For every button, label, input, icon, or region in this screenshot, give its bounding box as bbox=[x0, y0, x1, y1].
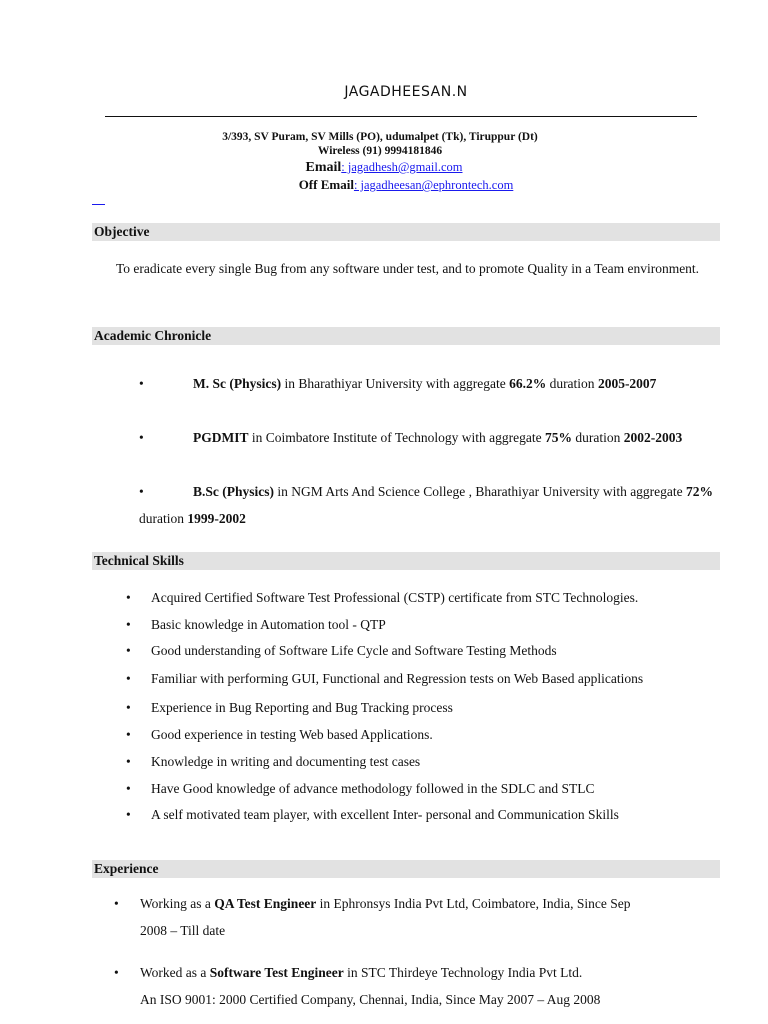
experience-company: in STC Thirdeye Technology India Pvt Ltd. bbox=[343, 965, 583, 980]
list-item bbox=[126, 753, 726, 771]
score: 66.2% bbox=[509, 376, 547, 391]
academic-item bbox=[139, 478, 719, 532]
skill-text: Have Good knowledge of advance methodology followed in the SDLC and STLC bbox=[151, 781, 595, 796]
office-email-line bbox=[0, 177, 768, 193]
score: 72% bbox=[686, 484, 714, 499]
bullet: • bbox=[126, 754, 131, 769]
years: 1999-2002 bbox=[187, 511, 246, 526]
list-item bbox=[126, 589, 726, 607]
bullet: • bbox=[139, 376, 144, 391]
experience-prefix: Working as a bbox=[140, 896, 215, 911]
skill-text: Knowledge in writing and documenting test cases bbox=[151, 754, 421, 769]
institution: in NGM Arts And Science College , Bharathiyar University with aggregate bbox=[274, 484, 687, 499]
wireless-line: Wireless (91) 9994181846 bbox=[317, 145, 443, 157]
skill-text: Acquired Certified Software Test Professional (CSTP) certificate from STC Technologies. bbox=[151, 590, 639, 605]
bullet: • bbox=[126, 781, 131, 796]
bullet: • bbox=[126, 807, 131, 822]
bullet: • bbox=[126, 617, 131, 632]
email-label: Email bbox=[305, 160, 342, 175]
skill-text: Experience in Bug Reporting and Bug Tracking process bbox=[151, 700, 453, 715]
skill-text: Good understanding of Software Life Cycle and Software Testing Methods bbox=[151, 643, 557, 658]
experience-prefix: Worked as a bbox=[140, 965, 210, 980]
list-item bbox=[126, 726, 726, 744]
bullet: • bbox=[126, 671, 131, 686]
experience-line bbox=[114, 890, 714, 917]
degree: M. Sc (Physics) bbox=[193, 376, 282, 391]
list-item bbox=[126, 616, 726, 634]
section-objective: Objective bbox=[92, 223, 720, 241]
experience-item bbox=[114, 959, 714, 1013]
duration-label: duration bbox=[572, 430, 624, 445]
list-item bbox=[126, 780, 726, 798]
list-item bbox=[126, 642, 726, 660]
section-academic: Academic Chronicle bbox=[92, 327, 720, 345]
academic-item bbox=[139, 424, 719, 451]
email-line bbox=[0, 160, 768, 176]
bullet: • bbox=[126, 727, 131, 742]
address-line: 3/393, SV Puram, SV Mills (PO), udumalpet (Tk), Tiruppur (Dt) bbox=[222, 131, 538, 143]
bullet: • bbox=[126, 700, 131, 715]
link-stub[interactable] bbox=[92, 204, 105, 205]
bullet: • bbox=[139, 430, 144, 445]
duration-label: duration bbox=[546, 376, 598, 391]
degree: PGDMIT bbox=[193, 430, 249, 445]
degree: B.Sc (Physics) bbox=[193, 484, 274, 499]
years: 2002-2003 bbox=[623, 430, 683, 445]
experience-dates: An ISO 9001: 2000 Certified Company, Chennai, India, Since May 2007 – Aug 2008 bbox=[140, 992, 601, 1007]
score: 75% bbox=[545, 430, 572, 445]
bullet: • bbox=[114, 896, 119, 911]
institution: in Bharathiyar University with aggregate bbox=[281, 376, 510, 391]
experience-line bbox=[114, 959, 714, 986]
list-item bbox=[126, 699, 726, 717]
bullet: • bbox=[139, 484, 144, 499]
years: 2005-2007 bbox=[597, 376, 657, 391]
skill-text: A self motivated team player, with excellent Inter- personal and Communication Skills bbox=[151, 807, 619, 822]
section-experience: Experience bbox=[92, 860, 720, 878]
duration-label: duration bbox=[139, 511, 188, 526]
institution: in Coimbatore Institute of Technology with aggregate bbox=[248, 430, 545, 445]
list-item bbox=[126, 806, 726, 824]
bullet: • bbox=[114, 965, 119, 980]
candidate-name: JAGADHEESAN.N bbox=[344, 84, 468, 100]
list-item bbox=[126, 670, 726, 688]
role: QA Test Engineer bbox=[214, 896, 317, 911]
office-email-label: Off Email bbox=[298, 177, 354, 192]
skill-text: Familiar with performing GUI, Functional and Regression tests on Web Based applications bbox=[151, 671, 644, 686]
office-email-link[interactable]: : jagadheesan@ephrontech.com bbox=[353, 178, 514, 192]
skill-text: Basic knowledge in Automation tool - QTP bbox=[151, 617, 386, 632]
role: Software Test Engineer bbox=[209, 965, 344, 980]
section-technical-skills: Technical Skills bbox=[92, 552, 720, 570]
header-rule bbox=[105, 116, 697, 117]
academic-item bbox=[139, 370, 719, 397]
experience-item bbox=[114, 890, 714, 944]
experience-company: in Ephronsys India Pvt Ltd, Coimbatore, India, Since Sep bbox=[316, 896, 631, 911]
email-link[interactable]: : jagadhesh@gmail.com bbox=[341, 160, 463, 174]
skill-text: Good experience in testing Web based Applications. bbox=[151, 727, 433, 742]
bullet: • bbox=[126, 590, 131, 605]
objective-text: To eradicate every single Bug from any software under test, and to promote Quality in a Team environment. bbox=[116, 261, 700, 276]
bullet: • bbox=[126, 643, 131, 658]
experience-dates: 2008 – Till date bbox=[140, 923, 226, 938]
